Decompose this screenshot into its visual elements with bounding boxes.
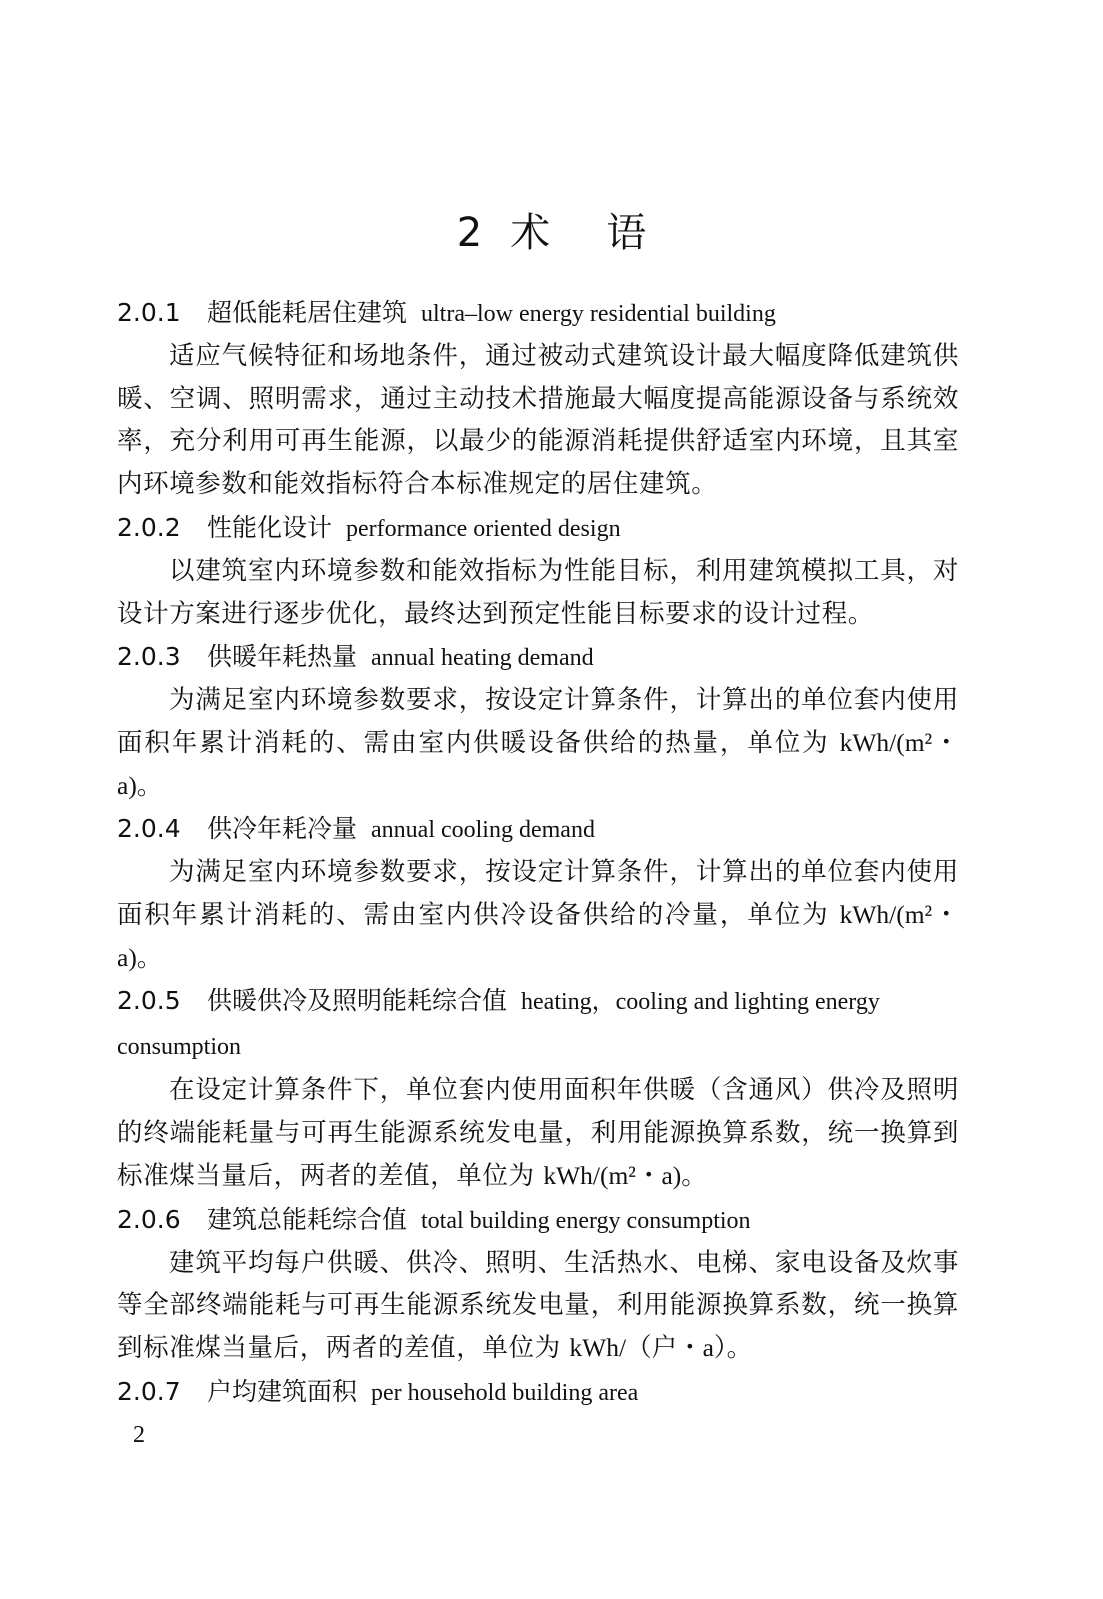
page-number: 2	[133, 1422, 145, 1448]
term-number: 2.0.1	[117, 298, 181, 327]
term-number: 2.0.3	[117, 642, 181, 672]
chapter-title	[0, 206, 1103, 260]
term-number: 2.0.7	[117, 1376, 181, 1406]
term-name-zh: 性能化设计	[207, 512, 333, 542]
term-name-zh: 供暖年耗热量	[207, 642, 358, 672]
term-heading	[117, 506, 959, 550]
term-2-0-6	[117, 1198, 959, 1370]
term-number: 2.0.2	[117, 512, 181, 542]
term-name-zh: 建筑总能耗综合值	[207, 1204, 408, 1234]
term-name-zh: 供暖供冷及照明能耗综合值	[207, 986, 508, 1016]
term-name-en: heating，cooling and lighting energy consumption	[117, 989, 880, 1061]
term-2-0-3	[117, 635, 959, 807]
term-heading	[117, 1198, 959, 1242]
definition-unit: kWh/(m²・a)。	[543, 1160, 707, 1190]
term-2-0-4	[117, 807, 959, 979]
term-name-zh: 供冷年耗冷量	[207, 814, 358, 844]
term-2-0-2	[117, 506, 959, 635]
terms-list	[117, 291, 959, 1414]
chapter-number: 2	[456, 210, 483, 256]
term-heading	[117, 1370, 959, 1414]
term-name-en: per household building area	[371, 1379, 639, 1406]
definition-text: 为满足室内环境参数要求，按设定计算条件，计算出的单位套内使用面积年累计消耗的、需由室内供冷设备供给的冷量，单位为	[117, 857, 959, 931]
term-definition	[117, 1069, 959, 1197]
term-definition	[117, 550, 959, 635]
term-heading	[117, 291, 959, 335]
definition-text: 为满足室内环境参数要求，按设定计算条件，计算出的单位套内使用面积年累计消耗的、需由室内供暖设备供给的热量，单位为	[117, 685, 959, 758]
term-name-en: annual cooling demand	[371, 817, 595, 844]
term-name-zh: 超低能耗居住建筑	[207, 298, 408, 327]
definition-unit: kWh/(m²・a)。	[117, 727, 959, 800]
term-2-0-7	[117, 1370, 959, 1414]
term-definition	[117, 851, 959, 979]
term-number: 2.0.4	[117, 814, 181, 844]
term-heading	[117, 635, 959, 679]
chapter-title-char-2: 语	[606, 210, 647, 256]
definition-unit: kWh/(m²・a)。	[117, 900, 959, 972]
term-name-en: performance oriented design	[346, 515, 621, 542]
definition-text: 以建筑室内环境参数和能效指标为性能目标，利用建筑模拟工具，对设计方案进行逐步优化，最终达到预定性能目标要求的设计过程。	[117, 555, 959, 629]
term-2-0-5	[117, 979, 959, 1197]
term-number: 2.0.6	[117, 1204, 181, 1234]
term-name-en: total building energy consumption	[421, 1207, 751, 1234]
chapter-title-char-1: 术	[510, 210, 551, 256]
term-name-en: ultra–low energy residential building	[421, 301, 776, 327]
term-definition	[117, 679, 959, 807]
term-definition	[117, 1242, 959, 1370]
term-name-en: annual heating demand	[371, 645, 594, 672]
term-heading	[117, 807, 959, 851]
definition-text: 在设定计算条件下，单位套内使用面积年供暖（含通风）供冷及照明的终端能耗量与可再生能源系统发电量，利用能源换算系数，统一换算到标准煤当量后，两者的差值，单位为	[117, 1075, 959, 1191]
term-definition	[117, 335, 959, 506]
term-heading	[117, 979, 959, 1069]
term-2-0-1	[117, 291, 959, 506]
definition-text: 建筑平均每户供暖、供冷、照明、生活热水、电梯、家电设备及炊事等全部终端能耗与可再生能源系统发电量，利用能源换算系数，统一换算到标准煤当量后，两者的差值，单位为	[117, 1247, 959, 1363]
definition-text: 适应气候特征和场地条件，通过被动式建筑设计最大幅度降低建筑供暖、空调、照明需求，通过主动技术措施最大幅度提高能源设备与系统效率，充分利用可再生能源，以最少的能源消耗提供舒适室内环境，且其室内环境参数和能效指标符合本标准规定的居住建筑。	[117, 341, 959, 500]
term-name-zh: 户均建筑面积	[207, 1376, 358, 1406]
term-number: 2.0.5	[117, 986, 181, 1016]
definition-unit: kWh/（户・a）。	[569, 1332, 753, 1362]
